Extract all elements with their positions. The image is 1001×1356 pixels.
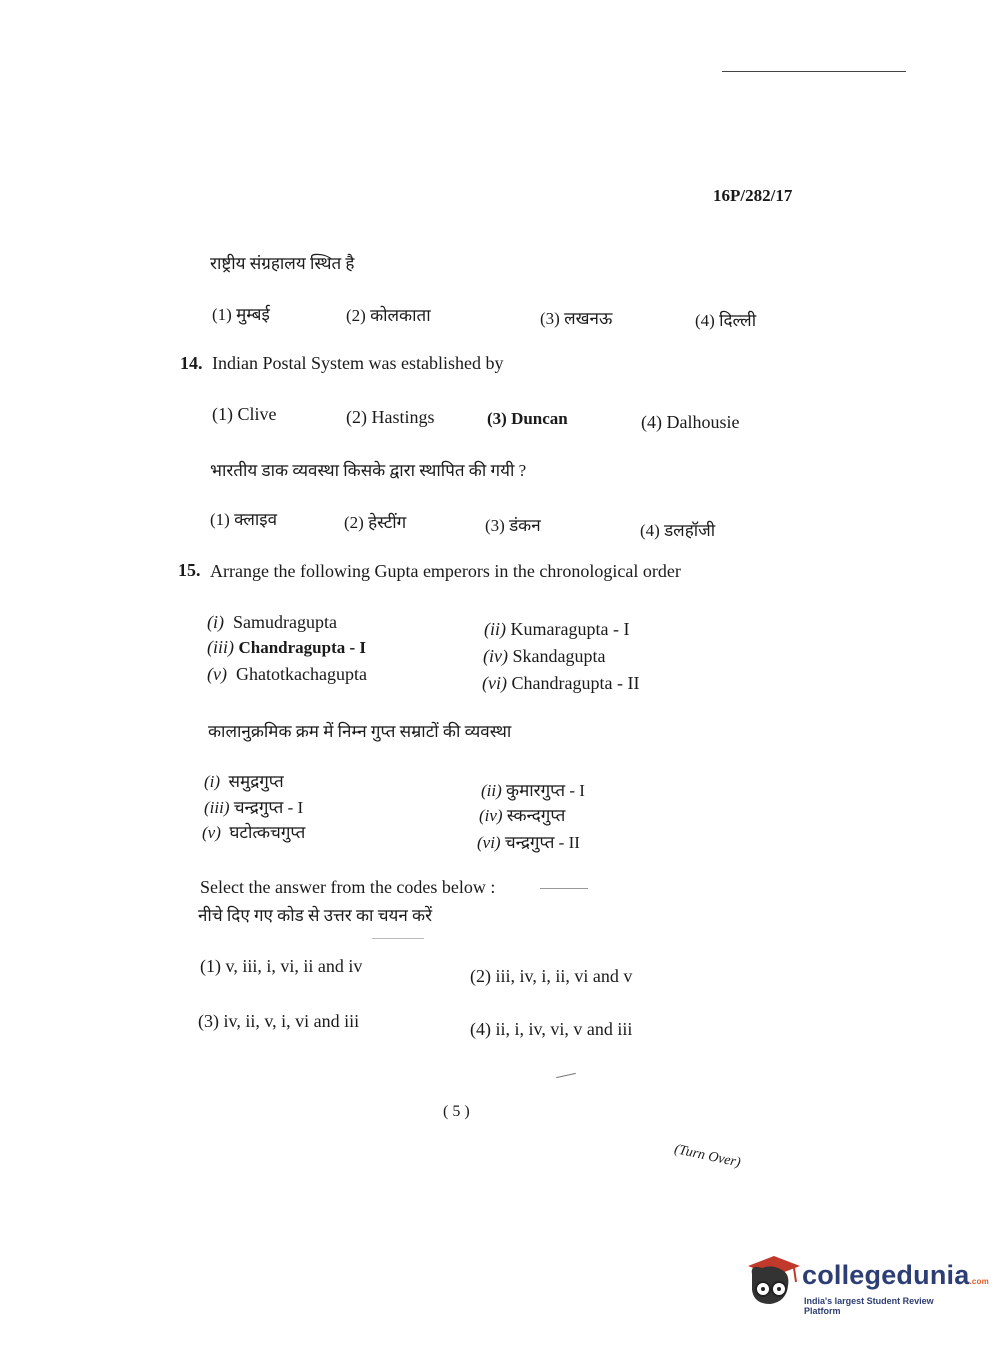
q15-item-i [207,612,337,633]
q15-hindi-item-i-name: समुद्रगुप्त [228,772,284,791]
q15-instruction: Select the answer from the codes below : [200,877,496,897]
logo-domain-suffix: .com [969,1277,989,1286]
q15-hindi-item-iv-name: स्कन्दगुप्त [506,806,566,825]
q14-number: 14. [180,353,203,373]
scan-mark-2 [372,938,424,939]
q15-item-ii [484,619,629,640]
q14-hindi-option-3: (3) डंकन [485,516,541,535]
q14-hindi-question: भारतीय डाक व्यवस्था किसके द्वारा स्थापित की गयी ? [210,461,527,480]
q14-option-4: (4) Dalhousie [641,412,740,432]
scan-mark-3 [556,1073,576,1078]
page-number: ( 5 ) [443,1103,470,1120]
q15-question: Arrange the following Gupta emperors in the chronological order [210,561,681,581]
q15-item-vi [482,673,639,694]
q15-hindi-item-iv-num: (iv) [479,806,503,825]
q15-item-v [207,664,367,685]
q15-hindi-item-vi [477,830,580,853]
q15-item-v-name: Ghatotkachagupta [235,664,367,684]
q15-item-iii-name: Chandragupta - I [238,638,367,657]
q15-hindi-item-v [202,820,305,843]
q15-option-2: (2) iii, iv, i, ii, vi and v [470,966,633,986]
logo-wordmark [802,1260,989,1291]
q14-hindi-option-2: (2) हेस्टींग [344,513,407,532]
q15-hindi-item-vi-name: चन्द्रगुप्त - II [504,833,580,852]
q15-item-iv-num: (iv) [483,646,508,666]
q13-hindi-question: राष्ट्रीय संग्रहालय स्थित है [210,254,355,273]
top-rule [722,71,906,72]
q15-item-vi-num: (vi) [482,673,507,693]
q14-hindi-option-1: (1) क्लाइव [210,510,278,529]
q15-hindi-item-iii-name: चन्द्रगुप्त - I [233,798,304,817]
q15-item-v-num: (v) [207,664,227,684]
q13-hindi-option-2: (2) कोलकाता [346,306,431,325]
turn-over-note: (Turn Over) [672,1142,742,1171]
q15-option-1: (1) v, iii, i, vi, ii and iv [200,956,363,976]
paper-code: 16P/282/17 [713,186,793,205]
q15-hindi-item-vi-num: (vi) [477,833,501,852]
logo-tagline: India's largest Student Review Platform [804,1296,934,1316]
q15-item-vi-name: Chandragupta - II [511,673,640,693]
q13-hindi-option-1: (1) मुम्बई [212,305,270,324]
q15-item-iv-name: Skandagupta [512,646,606,666]
q15-hindi-question: कालानुक्रमिक क्रम में निम्न गुप्त सम्राटों की व्यवस्था [208,722,512,741]
q15-item-ii-name: Kumaragupta - I [510,619,630,639]
q14-option-1: (1) Clive [212,404,277,424]
q15-hindi-item-v-num: (v) [202,823,221,842]
q14-question: Indian Postal System was established by [212,353,504,373]
q15-hindi-item-v-name: घटोत्कचगुप्त [229,823,306,842]
q13-hindi-option-3: (3) लखनऊ [540,309,613,328]
q15-option-4: (4) ii, i, iv, vi, v and iii [470,1019,633,1039]
q14-option-3: (3) Duncan [487,409,568,428]
mascot-icon [742,1252,802,1312]
scan-mark-1 [540,888,588,889]
q15-hindi-item-iii-num: (iii) [204,798,230,817]
q15-number: 15. [178,560,201,580]
q15-hindi-item-iii [204,795,303,818]
q15-item-iii-num: (iii) [207,637,234,657]
q13-hindi-option-4: (4) दिल्ली [695,311,757,330]
logo-brand: collegedunia [802,1260,970,1290]
collegedunia-logo [742,1252,989,1322]
q15-hindi-item-i [204,769,284,792]
q15-hindi-item-ii-num: (ii) [481,781,502,800]
q14-option-2: (2) Hastings [346,407,435,427]
q15-item-i-num: (i) [207,612,224,632]
q15-hindi-item-iv [479,803,565,826]
q15-instruction-hindi: नीचे दिए गए कोड से उत्तर का चयन करें [198,906,433,925]
q15-item-iv [483,646,605,667]
q15-hindi-item-i-num: (i) [204,772,221,791]
q15-hindi-item-ii-name: कुमारगुप्त - I [506,781,585,800]
q15-hindi-item-ii [481,778,585,801]
q15-item-iii [207,637,366,658]
q15-item-i-name: Samudragupta [233,612,337,632]
q14-hindi-option-4: (4) डलहॉजी [640,521,716,540]
q15-item-ii-num: (ii) [484,619,506,639]
q15-option-3: (3) iv, ii, v, i, vi and iii [198,1011,360,1031]
